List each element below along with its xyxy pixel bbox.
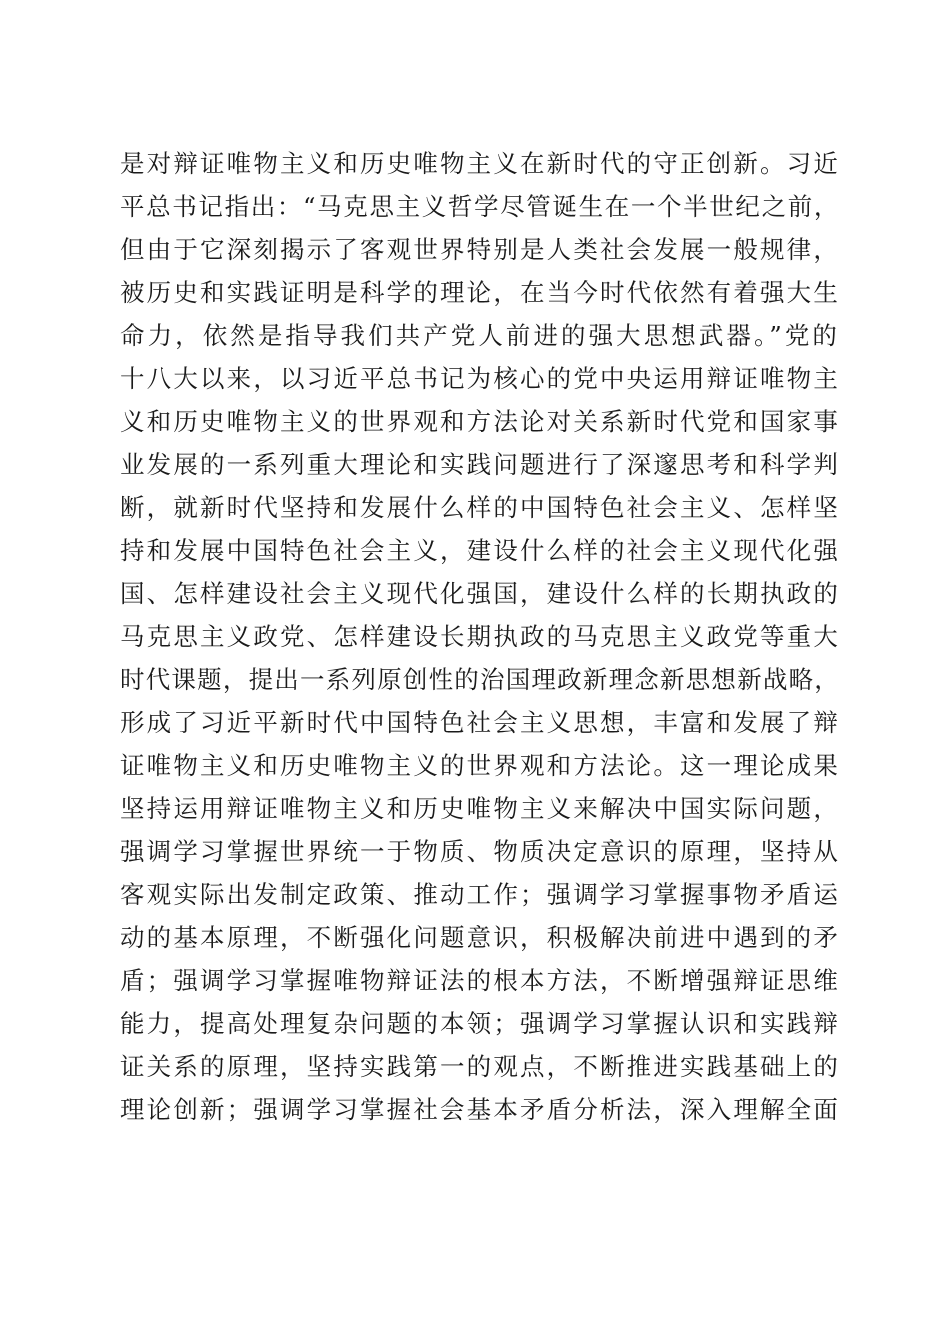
text-line: 证唯物主义和历史唯物主义的世界观和方法论。这一理论成果: [120, 751, 840, 780]
text-line: 证关系的原理，坚持实践第一的观点，不断推进实践基础上的: [120, 1052, 840, 1081]
text-line: 断，就新时代坚持和发展什么样的中国特色社会主义、怎样坚: [120, 493, 840, 522]
text-line: 业发展的一系列重大理论和实践问题进行了深邃思考和科学判: [120, 450, 840, 479]
text-line: 能力，提高处理复杂问题的本领；强调学习掌握认识和实践辩: [120, 1009, 840, 1038]
text-line: 动的基本原理，不断强化问题意识，积极解决前进中遇到的矛: [120, 923, 840, 952]
text-line: 义和历史唯物主义的世界观和方法论对关系新时代党和国家事: [120, 407, 840, 436]
text-line: 持和发展中国特色社会主义，建设什么样的社会主义现代化强: [120, 536, 840, 565]
text-line: 客观实际出发制定政策、推动工作；强调学习掌握事物矛盾运: [120, 880, 840, 909]
text-line: 平总书记指出：“马克思主义哲学尽管诞生在一个半世纪之前，: [120, 192, 840, 221]
text-line: 强调学习掌握世界统一于物质、物质决定意识的原理，坚持从: [120, 837, 840, 866]
text-line: 被历史和实践证明是科学的理论，在当今时代依然有着强大生: [120, 278, 840, 307]
text-line: 命力，依然是指导我们共产党人前进的强大思想武器。”党的: [120, 321, 840, 350]
text-line: 十八大以来，以习近平总书记为核心的党中央运用辩证唯物主: [120, 364, 840, 393]
text-line: 理论创新；强调学习掌握社会基本矛盾分析法，深入理解全面: [120, 1095, 840, 1124]
text-line: 坚持运用辩证唯物主义和历史唯物主义来解决中国实际问题，: [120, 794, 840, 823]
text-line: 马克思主义政党、怎样建设长期执政的马克思主义政党等重大: [120, 622, 840, 651]
text-line: 盾；强调学习掌握唯物辩证法的根本方法，不断增强辩证思维: [120, 966, 840, 995]
text-line: 是对辩证唯物主义和历史唯物主义在新时代的守正创新。习近: [120, 149, 840, 178]
text-line: 时代课题，提出一系列原创性的治国理政新理念新思想新战略，: [120, 665, 840, 694]
body-paragraph: [120, 142, 840, 1131]
text-line: 但由于它深刻揭示了客观世界特别是人类社会发展一般规律，: [120, 235, 840, 264]
text-line: 国、怎样建设社会主义现代化强国，建设什么样的长期执政的: [120, 579, 840, 608]
text-line: 形成了习近平新时代中国特色社会主义思想，丰富和发展了辩: [120, 708, 840, 737]
